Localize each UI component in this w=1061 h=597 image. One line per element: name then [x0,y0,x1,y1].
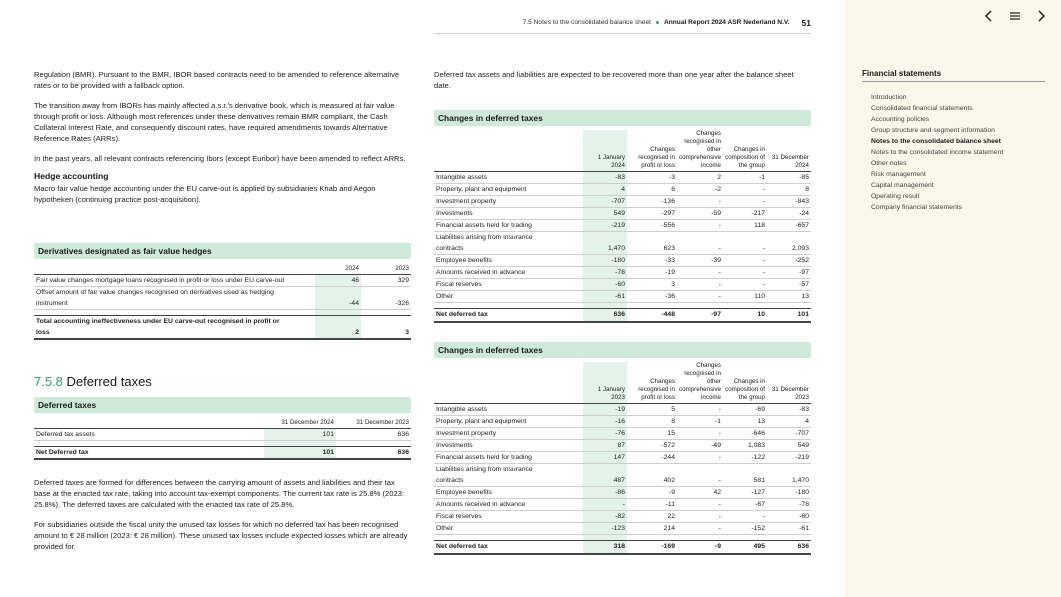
page-number: 51 [801,17,811,28]
table-row: contracts 1,470 623 - - 2,093 [434,243,811,255]
table-row: Investments 87 -572 -49 1,083 549 [434,440,811,452]
header-report-title: Annual Report 2024 ASR Nederland N.V. [663,19,790,26]
table-title: Deferred taxes [34,397,411,413]
sidebar-item[interactable]: Operating result [871,193,920,200]
table-row: Employee benefits -86 -9 42 -127 -180 [434,487,811,499]
column-header: 31 December 2023 [767,362,811,404]
sidebar-item[interactable]: Group structure and segment information [871,127,995,134]
paragraph: Macro fair value hedge accounting under the EU carve-out is applied by subsidiaries Knab and Aegon hypotheken (continuing practice post-acquisition). [34,184,376,204]
right-intro [434,69,811,100]
table-row: Investments 549 -297 -59 -217 -24 [434,208,811,220]
sidebar-item[interactable]: Company financial statements [871,204,963,211]
left-column [34,69,411,214]
paragraph: The transition away from IBORs has mainly affected a.s.r.'s derivative book, which is measured at fair value through profit or loss. Although most references under these derivatives remain BMR compliant, the Cash Collateral Interest Rate, and consequently discount rates, have required amendments towards Alternative Reference Rates (ARRs). [34,101,395,143]
column-header: 31 December 2024 [767,130,811,172]
header-section: 7.5 Notes to the consolidated balance sheet [522,19,651,26]
table-row: contracts 487 402 - 581 1,470 [434,475,811,487]
page-header [434,12,811,34]
section-title [34,374,152,389]
section-name: Deferred taxes [66,374,152,389]
table-row: Liabilities arising from insurance [434,464,811,476]
table-row: Investment property -76 15 - -646 -707 [434,428,811,440]
table-row: Offset amount of fair value changes recognised on derivatives used as hedging [34,286,411,298]
total-row: Net Deferred tax 101 636 [34,446,411,459]
paragraph: Deferred tax assets and liabilities are expected to be recovered more than one year after the balance sheet date. [434,70,794,90]
total-row: Net deferred tax 318 -169 -9 495 636 [434,541,811,554]
changes-table [434,362,811,555]
table-title: Changes in deferred taxes [434,342,811,358]
table-row: Other -61 -36 - 110 13 [434,291,811,303]
total-row: Total accounting ineffectiveness under EU carve-out recognised in profit or [34,315,411,327]
table-row: Fiscal reserves -60 3 - - -57 [434,279,811,291]
table-row: Investment property -707 -136 - - -843 [434,196,811,208]
sidebar-title: Financial statements [862,69,1045,82]
column-header: 31 December 2024 [264,417,336,428]
section-number: 7.5.8 [34,374,63,389]
column-header: Changes in composition of the group [723,362,767,404]
table-row: Liabilities arising from insurance [434,232,811,244]
column-header: Changes recognised in other comprehensive income [677,130,723,172]
table-row: Deferred tax assets 101 636 [34,428,411,440]
column-header: Changes recognised in profit or loss [627,362,677,404]
column-header: Changes in composition of the group [723,130,767,172]
paragraph: In the past years, all relevant contracts referencing Ibors (except Euribor) have been amended to reflect ARRs. [34,154,406,163]
table-row: Intangible assets -19 5 - -69 -83 [434,404,811,416]
paragraph: For subsidiaries outside the fiscal unity the unused tax losses for which no deferred tax has been recognised amount to € 28 million (2023: € 28 million). These unused tax losses include expected losses which are already provided for. [34,520,408,551]
table-title: Changes in deferred taxes [434,110,811,126]
column-header: 2024 [315,263,361,274]
column-header: 1 January 2024 [583,130,627,172]
derivatives-table-block [34,243,411,340]
table-row: instrument -44 -326 [34,298,411,310]
table-row: Financial assets held for trading 147 -244 - -122 -219 [434,452,811,464]
sidebar-item[interactable]: Capital management [871,182,934,189]
table-row: Employee benefits -180 -33 -39 - -252 [434,255,811,267]
column-header: Changes recognised in other comprehensive income [677,362,723,404]
total-row: Net deferred tax 636 -448 -97 10 101 [434,309,811,322]
hedge-heading: Hedge accounting [34,171,109,181]
deferred-taxes-text [34,477,411,561]
table-row: Fiscal reserves -82 22 - - -60 [434,511,811,523]
sidebar-nav-list [871,92,1003,213]
deferred-taxes-table [34,417,411,460]
sidebar-item[interactable]: Introduction [871,94,907,101]
table-row: Property, plant and equipment 4 6 -2 - 8 [434,184,811,196]
derivatives-table [34,263,411,340]
table-row: Amounts received in advance -78 -19 - - -97 [434,267,811,279]
table-row: Property, plant and equipment -16 8 -1 13 4 [434,416,811,428]
total-row: loss 2 3 [34,327,411,339]
table-row: Intangible assets -83 -3 2 -1 -85 [434,172,811,184]
changes-table [434,130,811,323]
table-row: Financial assets held for trading -219 -556 - 118 -657 [434,220,811,232]
column-header: 2023 [361,263,411,274]
sidebar-item[interactable]: Notes to the consolidated balance sheet [871,138,1001,145]
sidebar-item[interactable]: Accounting policies [871,116,930,123]
chevron-right-icon[interactable] [1034,9,1048,23]
table-row: Other -123 214 - -152 -61 [434,523,811,535]
column-header: 1 January 2023 [583,362,627,404]
paragraph: Deferred taxes are formed for differences between the carrying amount of assets and liabilities and their tax base at the enacted tax rate, taking into account tax-exempt components. The current tax rate is 25.8% (2023: 25.8%). The deferred taxes are calculated with the enacted tax rate of 25.8%. [34,478,405,509]
deferred-taxes-table-block [34,397,411,460]
changes-table-2023-block [434,342,811,555]
menu-icon[interactable] [1008,9,1022,23]
table-row: Amounts received in advance - -11 - -67 -78 [434,499,811,511]
chevron-left-icon[interactable] [982,9,996,23]
table-row: Fair value changes mortgage loans recognised in profit or loss under EU carve-out 46 329 [34,274,411,286]
changes-table-2024-block [434,110,811,323]
table-title: Derivatives designated as fair value hedges [34,243,411,259]
column-header: Changes recognised in profit or loss [627,130,677,172]
sidebar-item[interactable]: Notes to the consolidated income statement [871,149,1004,156]
column-header: 31 December 2023 [336,417,411,428]
sidebar-item[interactable]: Risk management [871,171,926,178]
sidebar-toolbar [982,9,1048,23]
paragraph: Regulation (BMR). Pursuant to the BMR, IBOR based contracts need to be amended to reference alternative rates or to be provided with a fallback option. [34,70,400,90]
separator-dot-icon [656,21,659,24]
sidebar-item[interactable]: Other notes [871,160,907,167]
navigation-sidebar [845,0,1061,597]
sidebar-item[interactable]: Consolidated financial statements [871,105,973,112]
